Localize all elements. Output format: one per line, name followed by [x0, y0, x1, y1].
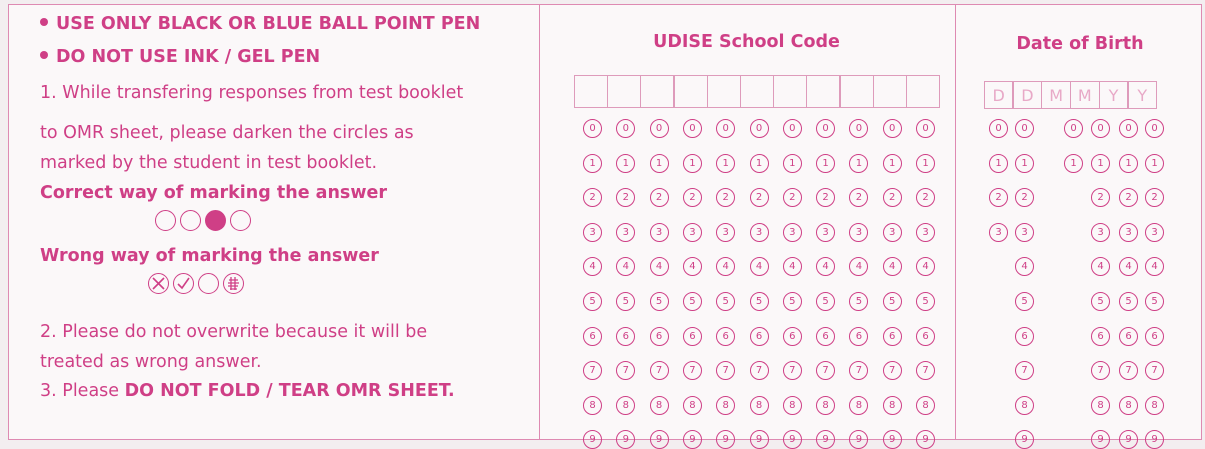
udise-bubble-col5-digit-7[interactable]: 7: [716, 361, 735, 380]
udise-digit-box[interactable]: [673, 75, 708, 108]
dob-bubble-m4-digit-3[interactable]: 3: [1091, 223, 1110, 242]
empty-circle-icon: [198, 273, 219, 294]
dob-bubble-d1-digit-0[interactable]: 0: [989, 119, 1008, 138]
correct-marking-label: Correct way of marking the answer: [40, 183, 388, 203]
empty-circle-icon: [230, 210, 251, 231]
udise-bubble-col9-digit-2[interactable]: 2: [849, 188, 868, 207]
bullet-icon: [40, 51, 48, 59]
dob-bubble-d2-digit-0[interactable]: 0: [1015, 119, 1034, 138]
dob-bubble-d1-digit-1[interactable]: 1: [989, 154, 1008, 173]
dob-bubble-y5-digit-6[interactable]: 6: [1119, 327, 1138, 346]
udise-bubble-col3-digit-6[interactable]: 6: [650, 327, 669, 346]
udise-bubble-col1-digit-1[interactable]: 1: [583, 154, 602, 173]
udise-bubble-col8-digit-2[interactable]: 2: [816, 188, 835, 207]
udise-bubble-col4-digit-2[interactable]: 2: [683, 188, 702, 207]
udise-bubble-col11-digit-9[interactable]: 9: [916, 430, 935, 449]
correct-marking-example: [155, 210, 251, 231]
udise-bubble-col9-digit-9[interactable]: 9: [849, 430, 868, 449]
udise-bubble-col3-digit-5[interactable]: 5: [650, 292, 669, 311]
divider-left: [539, 5, 540, 439]
dob-bubble-y6-digit-2[interactable]: 2: [1145, 188, 1164, 207]
wrong-marking-example: [148, 273, 244, 294]
divider-right: [955, 5, 956, 439]
udise-bubble-col4-digit-3[interactable]: 3: [683, 223, 702, 242]
wrong-marking-label: Wrong way of marking the answer: [40, 246, 379, 266]
udise-bubble-col11-digit-8[interactable]: 8: [916, 396, 935, 415]
udise-bubble-col6-digit-5[interactable]: 5: [750, 292, 769, 311]
dob-header-box-d[interactable]: D: [1012, 81, 1042, 109]
udise-bubble-col5-digit-1[interactable]: 1: [716, 154, 735, 173]
udise-bubble-col5-digit-2[interactable]: 2: [716, 188, 735, 207]
udise-bubble-col5-digit-9[interactable]: 9: [716, 430, 735, 449]
dob-bubble-y6-digit-6[interactable]: 6: [1145, 327, 1164, 346]
udise-bubble-col11-digit-2[interactable]: 2: [916, 188, 935, 207]
dob-bubble-y6-digit-7[interactable]: 7: [1145, 361, 1164, 380]
dob-bubble-m4-digit-5[interactable]: 5: [1091, 292, 1110, 311]
udise-bubble-col4-digit-6[interactable]: 6: [683, 327, 702, 346]
udise-bubble-col6-digit-7[interactable]: 7: [750, 361, 769, 380]
udise-bubble-col10-digit-7[interactable]: 7: [883, 361, 902, 380]
dob-bubble-d1-digit-3[interactable]: 3: [989, 223, 1008, 242]
udise-bubble-col7-digit-4[interactable]: 4: [783, 257, 802, 276]
dob-bubble-y6-digit-9[interactable]: 9: [1145, 430, 1164, 449]
udise-bubble-col6-digit-9[interactable]: 9: [750, 430, 769, 449]
udise-bubble-col7-digit-3[interactable]: 3: [783, 223, 802, 242]
udise-bubble-col2-digit-6[interactable]: 6: [616, 327, 635, 346]
scribbled-circle-icon: [223, 273, 244, 294]
udise-bubble-col6-digit-4[interactable]: 4: [750, 257, 769, 276]
dob-bubble-d2-digit-2[interactable]: 2: [1015, 188, 1034, 207]
udise-bubble-col10-digit-9[interactable]: 9: [883, 430, 902, 449]
dob-bubble-d2-digit-5[interactable]: 5: [1015, 292, 1034, 311]
udise-bubble-col2-digit-7[interactable]: 7: [616, 361, 635, 380]
udise-bubble-col10-digit-8[interactable]: 8: [883, 396, 902, 415]
udise-bubble-col10-digit-0[interactable]: 0: [883, 119, 902, 138]
instruction-bullet-2: DO NOT USE INK / GEL PEN: [40, 46, 320, 68]
dob-bubble-d2-digit-7[interactable]: 7: [1015, 361, 1034, 380]
instruction-1-line-2: to OMR sheet, please darken the circles as: [40, 123, 414, 143]
udise-digit-box[interactable]: [873, 75, 908, 108]
dob-header-box-y[interactable]: Y: [1099, 81, 1129, 109]
udise-bubble-col6-digit-2[interactable]: 2: [750, 188, 769, 207]
udise-digit-box[interactable]: [607, 75, 642, 108]
dob-bubble-m4-digit-9[interactable]: 9: [1091, 430, 1110, 449]
udise-bubble-col2-digit-5[interactable]: 5: [616, 292, 635, 311]
udise-bubble-col5-digit-6[interactable]: 6: [716, 327, 735, 346]
udise-digit-box[interactable]: [839, 75, 874, 108]
udise-digit-box[interactable]: [707, 75, 742, 108]
udise-title: UDISE School Code: [653, 32, 840, 52]
udise-bubble-col1-digit-7[interactable]: 7: [583, 361, 602, 380]
udise-bubble-col3-digit-1[interactable]: 1: [650, 154, 669, 173]
udise-bubble-col3-digit-3[interactable]: 3: [650, 223, 669, 242]
instruction-1-line-1: 1. While transfering responses from test booklet: [40, 83, 464, 103]
udise-bubble-col10-digit-4[interactable]: 4: [883, 257, 902, 276]
udise-bubble-col9-digit-7[interactable]: 7: [849, 361, 868, 380]
udise-bubble-col7-digit-1[interactable]: 1: [783, 154, 802, 173]
udise-bubble-col4-digit-1[interactable]: 1: [683, 154, 702, 173]
udise-bubble-col9-digit-5[interactable]: 5: [849, 292, 868, 311]
udise-bubble-col4-digit-7[interactable]: 7: [683, 361, 702, 380]
udise-bubble-col6-digit-1[interactable]: 1: [750, 154, 769, 173]
udise-bubble-col2-digit-4[interactable]: 4: [616, 257, 635, 276]
udise-bubble-col9-digit-4[interactable]: 4: [849, 257, 868, 276]
udise-bubble-col6-digit-3[interactable]: 3: [750, 223, 769, 242]
filled-circle-icon: [205, 210, 226, 231]
udise-bubble-col9-digit-6[interactable]: 6: [849, 327, 868, 346]
udise-bubble-col8-digit-7[interactable]: 7: [816, 361, 835, 380]
dob-bubble-d2-digit-9[interactable]: 9: [1015, 430, 1034, 449]
instruction-1-line-3: marked by the student in test booklet.: [40, 153, 378, 173]
udise-bubble-col7-digit-5[interactable]: 5: [783, 292, 802, 311]
dob-bubble-y5-digit-4[interactable]: 4: [1119, 257, 1138, 276]
instruction-3: 3. Please DO NOT FOLD / TEAR OMR SHEET.: [40, 381, 455, 401]
udise-bubble-col8-digit-4[interactable]: 4: [816, 257, 835, 276]
udise-digit-box[interactable]: [574, 75, 609, 108]
udise-bubble-col4-digit-9[interactable]: 9: [683, 430, 702, 449]
udise-bubble-col1-digit-2[interactable]: 2: [583, 188, 602, 207]
udise-bubble-col6-digit-0[interactable]: 0: [750, 119, 769, 138]
udise-entry-boxes: [575, 75, 940, 108]
udise-bubble-col11-digit-6[interactable]: 6: [916, 327, 935, 346]
instruction-2-line-2: treated as wrong answer.: [40, 352, 262, 372]
udise-bubble-col9-digit-8[interactable]: 8: [849, 396, 868, 415]
udise-bubble-col1-digit-6[interactable]: 6: [583, 327, 602, 346]
dob-bubble-y6-digit-8[interactable]: 8: [1145, 396, 1164, 415]
dob-bubble-d2-digit-6[interactable]: 6: [1015, 327, 1034, 346]
dob-title: Date of Birth: [1016, 34, 1144, 54]
dob-bubble-m3-digit-1[interactable]: 1: [1064, 154, 1083, 173]
dob-bubble-y5-digit-2[interactable]: 2: [1119, 188, 1138, 207]
udise-bubble-col1-digit-4[interactable]: 4: [583, 257, 602, 276]
udise-bubble-col3-digit-8[interactable]: 8: [650, 396, 669, 415]
dob-bubble-m4-digit-4[interactable]: 4: [1091, 257, 1110, 276]
udise-bubble-col9-digit-1[interactable]: 1: [849, 154, 868, 173]
udise-bubble-col2-digit-0[interactable]: 0: [616, 119, 635, 138]
udise-bubble-col8-digit-5[interactable]: 5: [816, 292, 835, 311]
udise-bubble-col2-digit-2[interactable]: 2: [616, 188, 635, 207]
udise-bubble-col2-digit-9[interactable]: 9: [616, 430, 635, 449]
udise-bubble-col8-digit-3[interactable]: 3: [816, 223, 835, 242]
dob-bubble-d2-digit-3[interactable]: 3: [1015, 223, 1034, 242]
dob-bubble-m4-digit-6[interactable]: 6: [1091, 327, 1110, 346]
udise-bubble-col7-digit-2[interactable]: 2: [783, 188, 802, 207]
udise-bubble-col4-digit-5[interactable]: 5: [683, 292, 702, 311]
udise-bubble-col5-digit-0[interactable]: 0: [716, 119, 735, 138]
udise-bubble-col6-digit-8[interactable]: 8: [750, 396, 769, 415]
empty-circle-icon: [155, 210, 176, 231]
dob-bubble-m4-digit-8[interactable]: 8: [1091, 396, 1110, 415]
dob-bubble-y5-digit-1[interactable]: 1: [1119, 154, 1138, 173]
udise-bubble-col9-digit-3[interactable]: 3: [849, 223, 868, 242]
instruction-2-line-1: 2. Please do not overwrite because it will be: [40, 322, 428, 342]
dob-bubble-m4-digit-2[interactable]: 2: [1091, 188, 1110, 207]
udise-bubble-col2-digit-8[interactable]: 8: [616, 396, 635, 415]
dob-bubble-y6-digit-1[interactable]: 1: [1145, 154, 1164, 173]
udise-bubble-col7-digit-9[interactable]: 9: [783, 430, 802, 449]
dob-bubble-y6-digit-4[interactable]: 4: [1145, 257, 1164, 276]
udise-bubble-col10-digit-2[interactable]: 2: [883, 188, 902, 207]
udise-bubble-col11-digit-0[interactable]: 0: [916, 119, 935, 138]
udise-bubble-col8-digit-1[interactable]: 1: [816, 154, 835, 173]
udise-bubble-col5-digit-5[interactable]: 5: [716, 292, 735, 311]
udise-bubble-col10-digit-6[interactable]: 6: [883, 327, 902, 346]
udise-bubble-col3-digit-4[interactable]: 4: [650, 257, 669, 276]
udise-bubble-col8-digit-9[interactable]: 9: [816, 430, 835, 449]
udise-bubble-col2-digit-1[interactable]: 1: [616, 154, 635, 173]
dob-bubble-y6-digit-0[interactable]: 0: [1145, 119, 1164, 138]
udise-bubble-col8-digit-0[interactable]: 0: [816, 119, 835, 138]
udise-digit-box[interactable]: [806, 75, 841, 108]
empty-circle-icon: [180, 210, 201, 231]
dob-bubble-m3-digit-0[interactable]: 0: [1064, 119, 1083, 138]
udise-bubble-col7-digit-8[interactable]: 8: [783, 396, 802, 415]
udise-bubble-col4-digit-4[interactable]: 4: [683, 257, 702, 276]
udise-bubble-col8-digit-8[interactable]: 8: [816, 396, 835, 415]
udise-bubble-col3-digit-2[interactable]: 2: [650, 188, 669, 207]
udise-bubble-col3-digit-0[interactable]: 0: [650, 119, 669, 138]
dob-bubble-d2-digit-4[interactable]: 4: [1015, 257, 1034, 276]
bullet-icon: [40, 18, 48, 26]
udise-bubble-col11-digit-1[interactable]: 1: [916, 154, 935, 173]
udise-bubble-col5-digit-8[interactable]: 8: [716, 396, 735, 415]
udise-bubble-col11-digit-4[interactable]: 4: [916, 257, 935, 276]
instruction-bullet-1: USE ONLY BLACK OR BLUE BALL POINT PEN: [40, 13, 480, 35]
dob-bubble-d2-digit-1[interactable]: 1: [1015, 154, 1034, 173]
udise-bubble-col3-digit-7[interactable]: 7: [650, 361, 669, 380]
udise-bubble-col4-digit-0[interactable]: 0: [683, 119, 702, 138]
udise-bubble-col7-digit-0[interactable]: 0: [783, 119, 802, 138]
omr-sheet-header: [8, 4, 1202, 446]
dob-bubble-m4-digit-7[interactable]: 7: [1091, 361, 1110, 380]
dob-bubble-d2-digit-8[interactable]: 8: [1015, 396, 1034, 415]
udise-digit-box[interactable]: [773, 75, 808, 108]
dob-header-box-m[interactable]: M: [1070, 81, 1100, 109]
dob-bubble-d1-digit-2[interactable]: 2: [989, 188, 1008, 207]
crossed-circle-icon: [148, 273, 169, 294]
dob-bubble-m4-digit-0[interactable]: 0: [1091, 119, 1110, 138]
udise-bubble-col7-digit-7[interactable]: 7: [783, 361, 802, 380]
udise-bubble-col10-digit-3[interactable]: 3: [883, 223, 902, 242]
udise-bubble-col2-digit-3[interactable]: 3: [616, 223, 635, 242]
udise-bubble-col11-digit-5[interactable]: 5: [916, 292, 935, 311]
dob-bubble-y5-digit-5[interactable]: 5: [1119, 292, 1138, 311]
udise-bubble-col5-digit-4[interactable]: 4: [716, 257, 735, 276]
udise-bubble-col11-digit-3[interactable]: 3: [916, 223, 935, 242]
dob-bubble-y5-digit-0[interactable]: 0: [1119, 119, 1138, 138]
udise-bubble-col7-digit-6[interactable]: 6: [783, 327, 802, 346]
udise-bubble-col9-digit-0[interactable]: 0: [849, 119, 868, 138]
udise-digit-box[interactable]: [640, 75, 675, 108]
udise-bubble-col1-digit-3[interactable]: 3: [583, 223, 602, 242]
dob-bubble-y6-digit-5[interactable]: 5: [1145, 292, 1164, 311]
dob-bubble-y6-digit-3[interactable]: 3: [1145, 223, 1164, 242]
udise-digit-box[interactable]: [906, 75, 941, 108]
udise-bubble-col10-digit-1[interactable]: 1: [883, 154, 902, 173]
udise-bubble-col1-digit-9[interactable]: 9: [583, 430, 602, 449]
dob-header-box-d[interactable]: D: [984, 81, 1014, 109]
udise-bubble-col1-digit-5[interactable]: 5: [583, 292, 602, 311]
udise-bubble-col6-digit-6[interactable]: 6: [750, 327, 769, 346]
udise-digit-box[interactable]: [740, 75, 775, 108]
ticked-circle-icon: [173, 273, 194, 294]
dob-bubble-y5-digit-7[interactable]: 7: [1119, 361, 1138, 380]
dob-bubble-y5-digit-9[interactable]: 9: [1119, 430, 1138, 449]
udise-bubble-col1-digit-8[interactable]: 8: [583, 396, 602, 415]
dob-header-box-m[interactable]: M: [1041, 81, 1071, 109]
udise-bubble-col10-digit-5[interactable]: 5: [883, 292, 902, 311]
dob-bubble-y5-digit-8[interactable]: 8: [1119, 396, 1138, 415]
dob-bubble-m4-digit-1[interactable]: 1: [1091, 154, 1110, 173]
dob-entry-boxes: [985, 81, 1157, 109]
udise-bubble-col11-digit-7[interactable]: 7: [916, 361, 935, 380]
dob-bubble-y5-digit-3[interactable]: 3: [1119, 223, 1138, 242]
udise-bubble-col8-digit-6[interactable]: 6: [816, 327, 835, 346]
udise-bubble-col5-digit-3[interactable]: 3: [716, 223, 735, 242]
udise-bubble-col4-digit-8[interactable]: 8: [683, 396, 702, 415]
udise-bubble-col1-digit-0[interactable]: 0: [583, 119, 602, 138]
udise-bubble-col3-digit-9[interactable]: 9: [650, 430, 669, 449]
dob-header-box-y[interactable]: Y: [1127, 81, 1157, 109]
